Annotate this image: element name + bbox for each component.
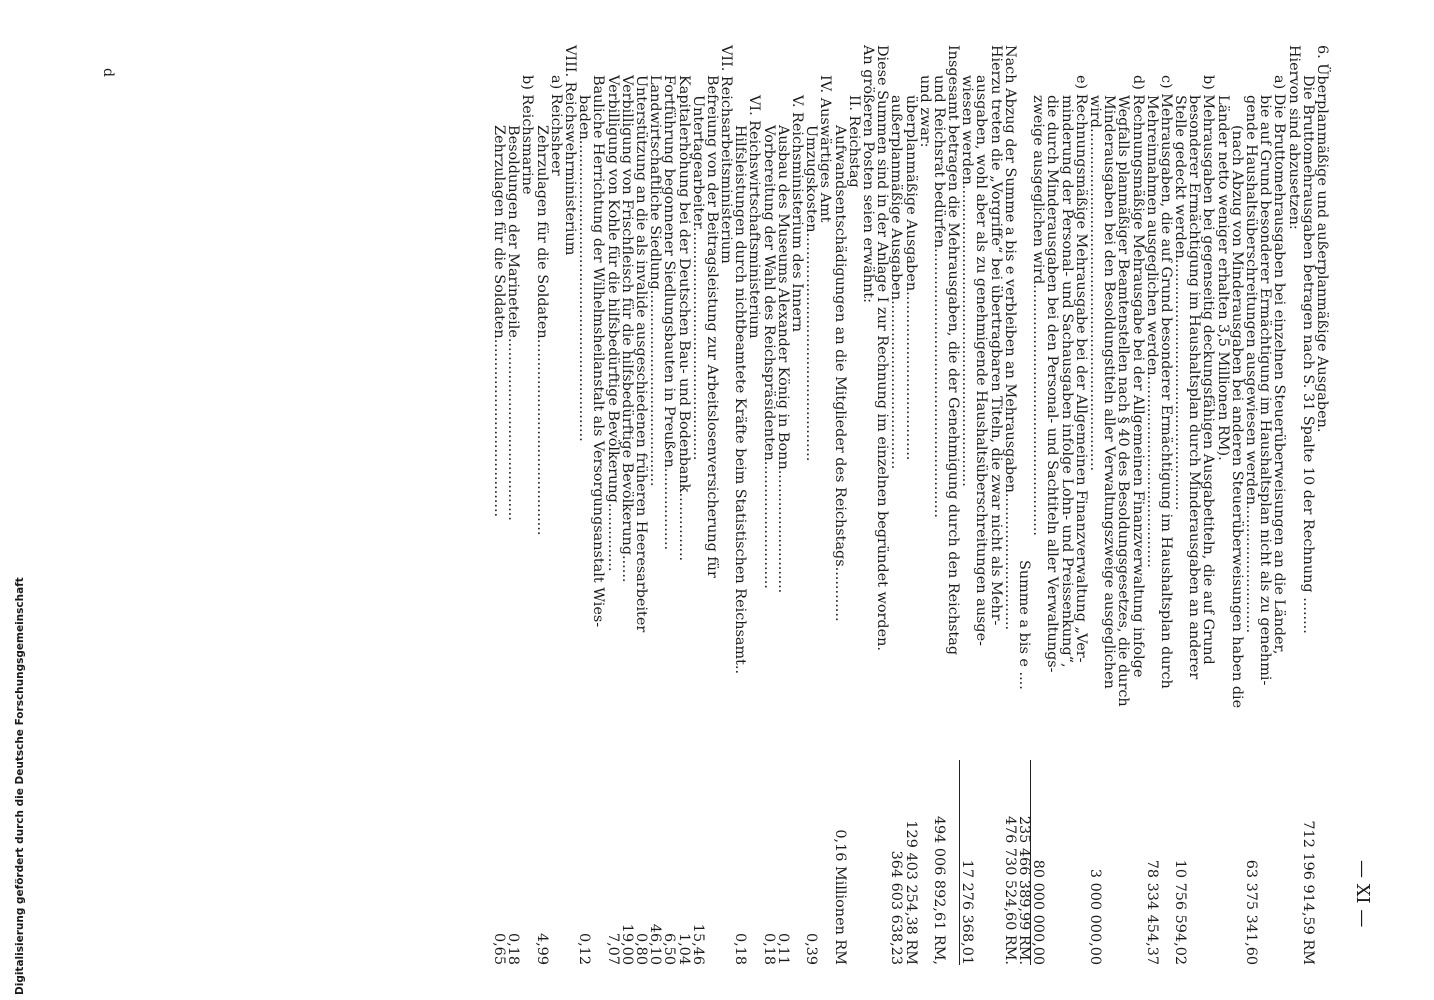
text-line: bie auf Grund besonderer Ermächtigung im Haushaltsplan nicht als zu genehmi- <box>1257 95 1274 686</box>
text-line: zweige ausgeglichen wird....................................................... <box>1030 95 1047 536</box>
amount: 0,18 <box>760 932 777 965</box>
section-heading: VIII. Reichswehrministerium <box>562 45 579 256</box>
section-heading: 6. Überplanmäßige und außerplanmäßige Ausgaben. <box>1314 45 1330 433</box>
text-line: minderung der Personal- und Sachausgaben infolge Lohn- und Preissenkung“, <box>1058 95 1075 668</box>
amount: 476 730 524,60 RM. <box>1001 815 1018 965</box>
amount: 0,11 <box>774 932 791 965</box>
text-line: Die Bruttomehrausgaben betragen nach S. 31 Spalte 10 der Rechnung ........ <box>1299 75 1316 634</box>
text-line: Umzugskosten.................................................. <box>803 125 820 462</box>
sum-label: Summe a bis e .... <box>1016 560 1033 690</box>
amount: 712 196 914,59 RM <box>1299 820 1316 965</box>
text-line: wiesen werden.................................................................. <box>959 75 976 487</box>
amount: 364 603 638,23 <box>888 850 905 965</box>
text-line: wird........................................................................... <box>1087 95 1103 472</box>
text-line: e) Rechnungsmäßige Mehrausgabe bei der Allgemeinen Finanzverwaltung „Ver- <box>1072 75 1089 663</box>
text-line: d) Rechnungsmäßige Mehrausgabe bei der Allgemeinen Finanzverwaltung infolge <box>1129 75 1146 678</box>
text-line: Wegfalls planmäßiger Beamtenstellen nach § 40 des Besoldungsgesetzes, die durch <box>1115 95 1132 707</box>
section-heading: IV. Auswärtiges Amt <box>817 75 834 223</box>
amount: 3 000 000,00 <box>1087 868 1103 965</box>
amount: 46,10 <box>647 923 664 965</box>
text-line: Vorbereitung der Wahl des Reichspräsidenten............................ <box>760 125 777 589</box>
text-line: Verbilligung von Kohle für die hilfsbedürftige Bevölkerung............... <box>604 75 621 572</box>
amount: 19,00 <box>618 923 635 965</box>
text-line: Befreiung von der Beitragsleistung zur Arbeitslosenversicherung für <box>703 75 720 578</box>
amount: 4,99 <box>533 932 550 965</box>
text-line: und Reichsrat bedürfen........................................................... <box>930 75 947 518</box>
amount: 1,04 <box>675 932 692 965</box>
page-number: — XI — <box>1352 860 1373 928</box>
text-line: Untertagearbeiter................................................... <box>689 95 706 461</box>
text-line: Bauliche Herrichtung der Wilhelmsheilanstalt als Versorgungsanstalt Wies- <box>590 75 607 628</box>
text-line: a) Die Bruttomehrausgaben bei einzelnen Steuerüberweisungen an die Länder, <box>1271 75 1288 655</box>
page-mark: d <box>100 68 116 77</box>
amount: 17 276 368,01 <box>959 859 976 965</box>
amount: 10 756 594,02 <box>1172 859 1189 965</box>
text-line: außerplanmäßige Ausgaben..................................... <box>888 95 905 470</box>
text-line: Verbilligung von Frischfleisch für die hilfsbedürftige Bevölkerung...... <box>618 75 635 583</box>
text-line: Hierzu treten die „Vorgriffe“ bei übertragbaren Titeln, die zwar nicht als Mehr- <box>987 45 1004 626</box>
text-line: Kapitalerhöhung bei der Deutschen Bau- und Bodenbank............... <box>675 75 692 562</box>
amount: 80 000 000,00 <box>1030 859 1047 965</box>
text-line: Zehrzulagen für die Soldaten....................................... <box>491 125 508 518</box>
text-line: Stelle gedeckt werden....................................................... <box>1172 95 1189 511</box>
section-heading: II. Reichstag <box>845 95 862 188</box>
sum-rule <box>959 760 960 965</box>
text-line: die durch Minderausgaben bei den Personal- und Sachtiteln aller Verwaltungs- <box>1044 95 1061 673</box>
amount: 7,07 <box>604 932 621 965</box>
amount: 63 375 341,60 <box>1243 859 1260 965</box>
text-line: und zwar: <box>916 75 933 148</box>
text-line: Minderausgaben bei den Besoldungstiteln aller Verwaltungszweige ausgeglichen <box>1101 95 1118 689</box>
amount: 0,16 Millionen RM <box>831 829 848 965</box>
text-line: Ausbau des Museums Alexander König in Bonn........................... <box>774 125 791 594</box>
text-line: Fortführung begonnener Siedlungsbauten in Preußen.................. <box>661 75 678 551</box>
amount: 129 403 254,38 RM <box>902 820 919 965</box>
section-heading: VI. Reichswirtschaftsministerium <box>746 95 763 339</box>
text-line: besonderer Ermächtigung im Haushaltsplan durch Minderausgaben an anderer <box>1186 95 1203 680</box>
amount: 0,65 <box>491 932 508 965</box>
text-line: Aufwandsentschädigungen an die Mitglieder des Reichstags............ <box>831 125 848 622</box>
amount: 494 006 892,61 RM, <box>930 815 947 965</box>
text-line: Mehreinnahmen ausgeglichen werden.......................................... <box>1143 95 1160 568</box>
amount: 0,18 <box>505 932 522 965</box>
text-line: Zehrzulagen für die Soldaten........................................... <box>533 125 550 536</box>
text-line: baden.................................................................. <box>576 95 593 442</box>
amount: 0,12 <box>576 932 593 965</box>
footer-credit: Digitalisierung gefördert durch die Deutsche Forschungsgemeinschaft <box>14 577 26 995</box>
amount: 0,18 <box>732 932 749 965</box>
section-heading: VII. Reichsarbeitsministerium <box>718 45 735 264</box>
amount: 235 466 389,99 RM. <box>1016 815 1033 965</box>
amount: 0,39 <box>803 932 820 965</box>
text-line: c) Mehrausgaben, die auf Grund besonderer Ermächtigung im Haushaltsplan durch <box>1157 75 1174 689</box>
amount: 78 334 454,37 <box>1143 859 1160 965</box>
text-line: Insgesamt betragen die Mehrausgaben, die der Genehmigung durch den Reichstag <box>945 45 962 656</box>
text-line: Unterstützung an die als invalide ausgeschiedenen früheren Heeresarbeiter <box>633 75 649 633</box>
document-page <box>491 40 1373 965</box>
amount: 0,80 <box>633 932 649 965</box>
amount: 6,50 <box>661 932 678 965</box>
footer-strip <box>0 0 24 1000</box>
section-heading: V. Reichsministerium des Innern <box>789 95 806 333</box>
text-line: An größeren Posten seien erwähnt: <box>860 45 876 303</box>
section-heading: a) Reichsheer <box>547 75 564 176</box>
text-line: b) Mehrausgaben bei gegenseitig deckungsfähigen Ausgabetiteln, die auf Grund <box>1200 75 1217 665</box>
text-line: Hiervon sind abzusetzen: <box>1285 45 1302 230</box>
text-line: ausgaben, wohl aber als zu genehmigende Haushaltsüberschreitungen ausge- <box>973 75 990 646</box>
text-line: Besoldungen der Marineteile........................................ <box>505 125 522 521</box>
text-line: Nach Abzug der Summe a bis e verbleiben an Mehrausgaben.............................. <box>1001 45 1018 631</box>
text-line: gende Haushaltsüberschreitungen ausgewiesen werden............................ <box>1243 95 1260 634</box>
text-line: Diese Summen sind in der Anlage I zur Rechnung im einzelnen begründet worden. <box>874 45 891 651</box>
text-line: (nach Abzug von Minderausgaben bei anderen Steuerüberweisungen haben die <box>1228 125 1245 709</box>
text-line: Länder netto weniger erhalten 3,5 Millionen RM). <box>1214 95 1231 461</box>
section-heading: b) Reichsmarine <box>519 75 536 195</box>
text-line: Landwirtschaftliche Siedlung........................................... <box>647 75 664 487</box>
text-line: überplanmäßige Ausgaben..................................... <box>902 95 919 461</box>
amount: 15,46 <box>689 923 706 965</box>
text-line: Hilfsleistungen durch nichtbeamtete Kräfte beim Statistischen Reichsamt.. <box>732 125 749 675</box>
